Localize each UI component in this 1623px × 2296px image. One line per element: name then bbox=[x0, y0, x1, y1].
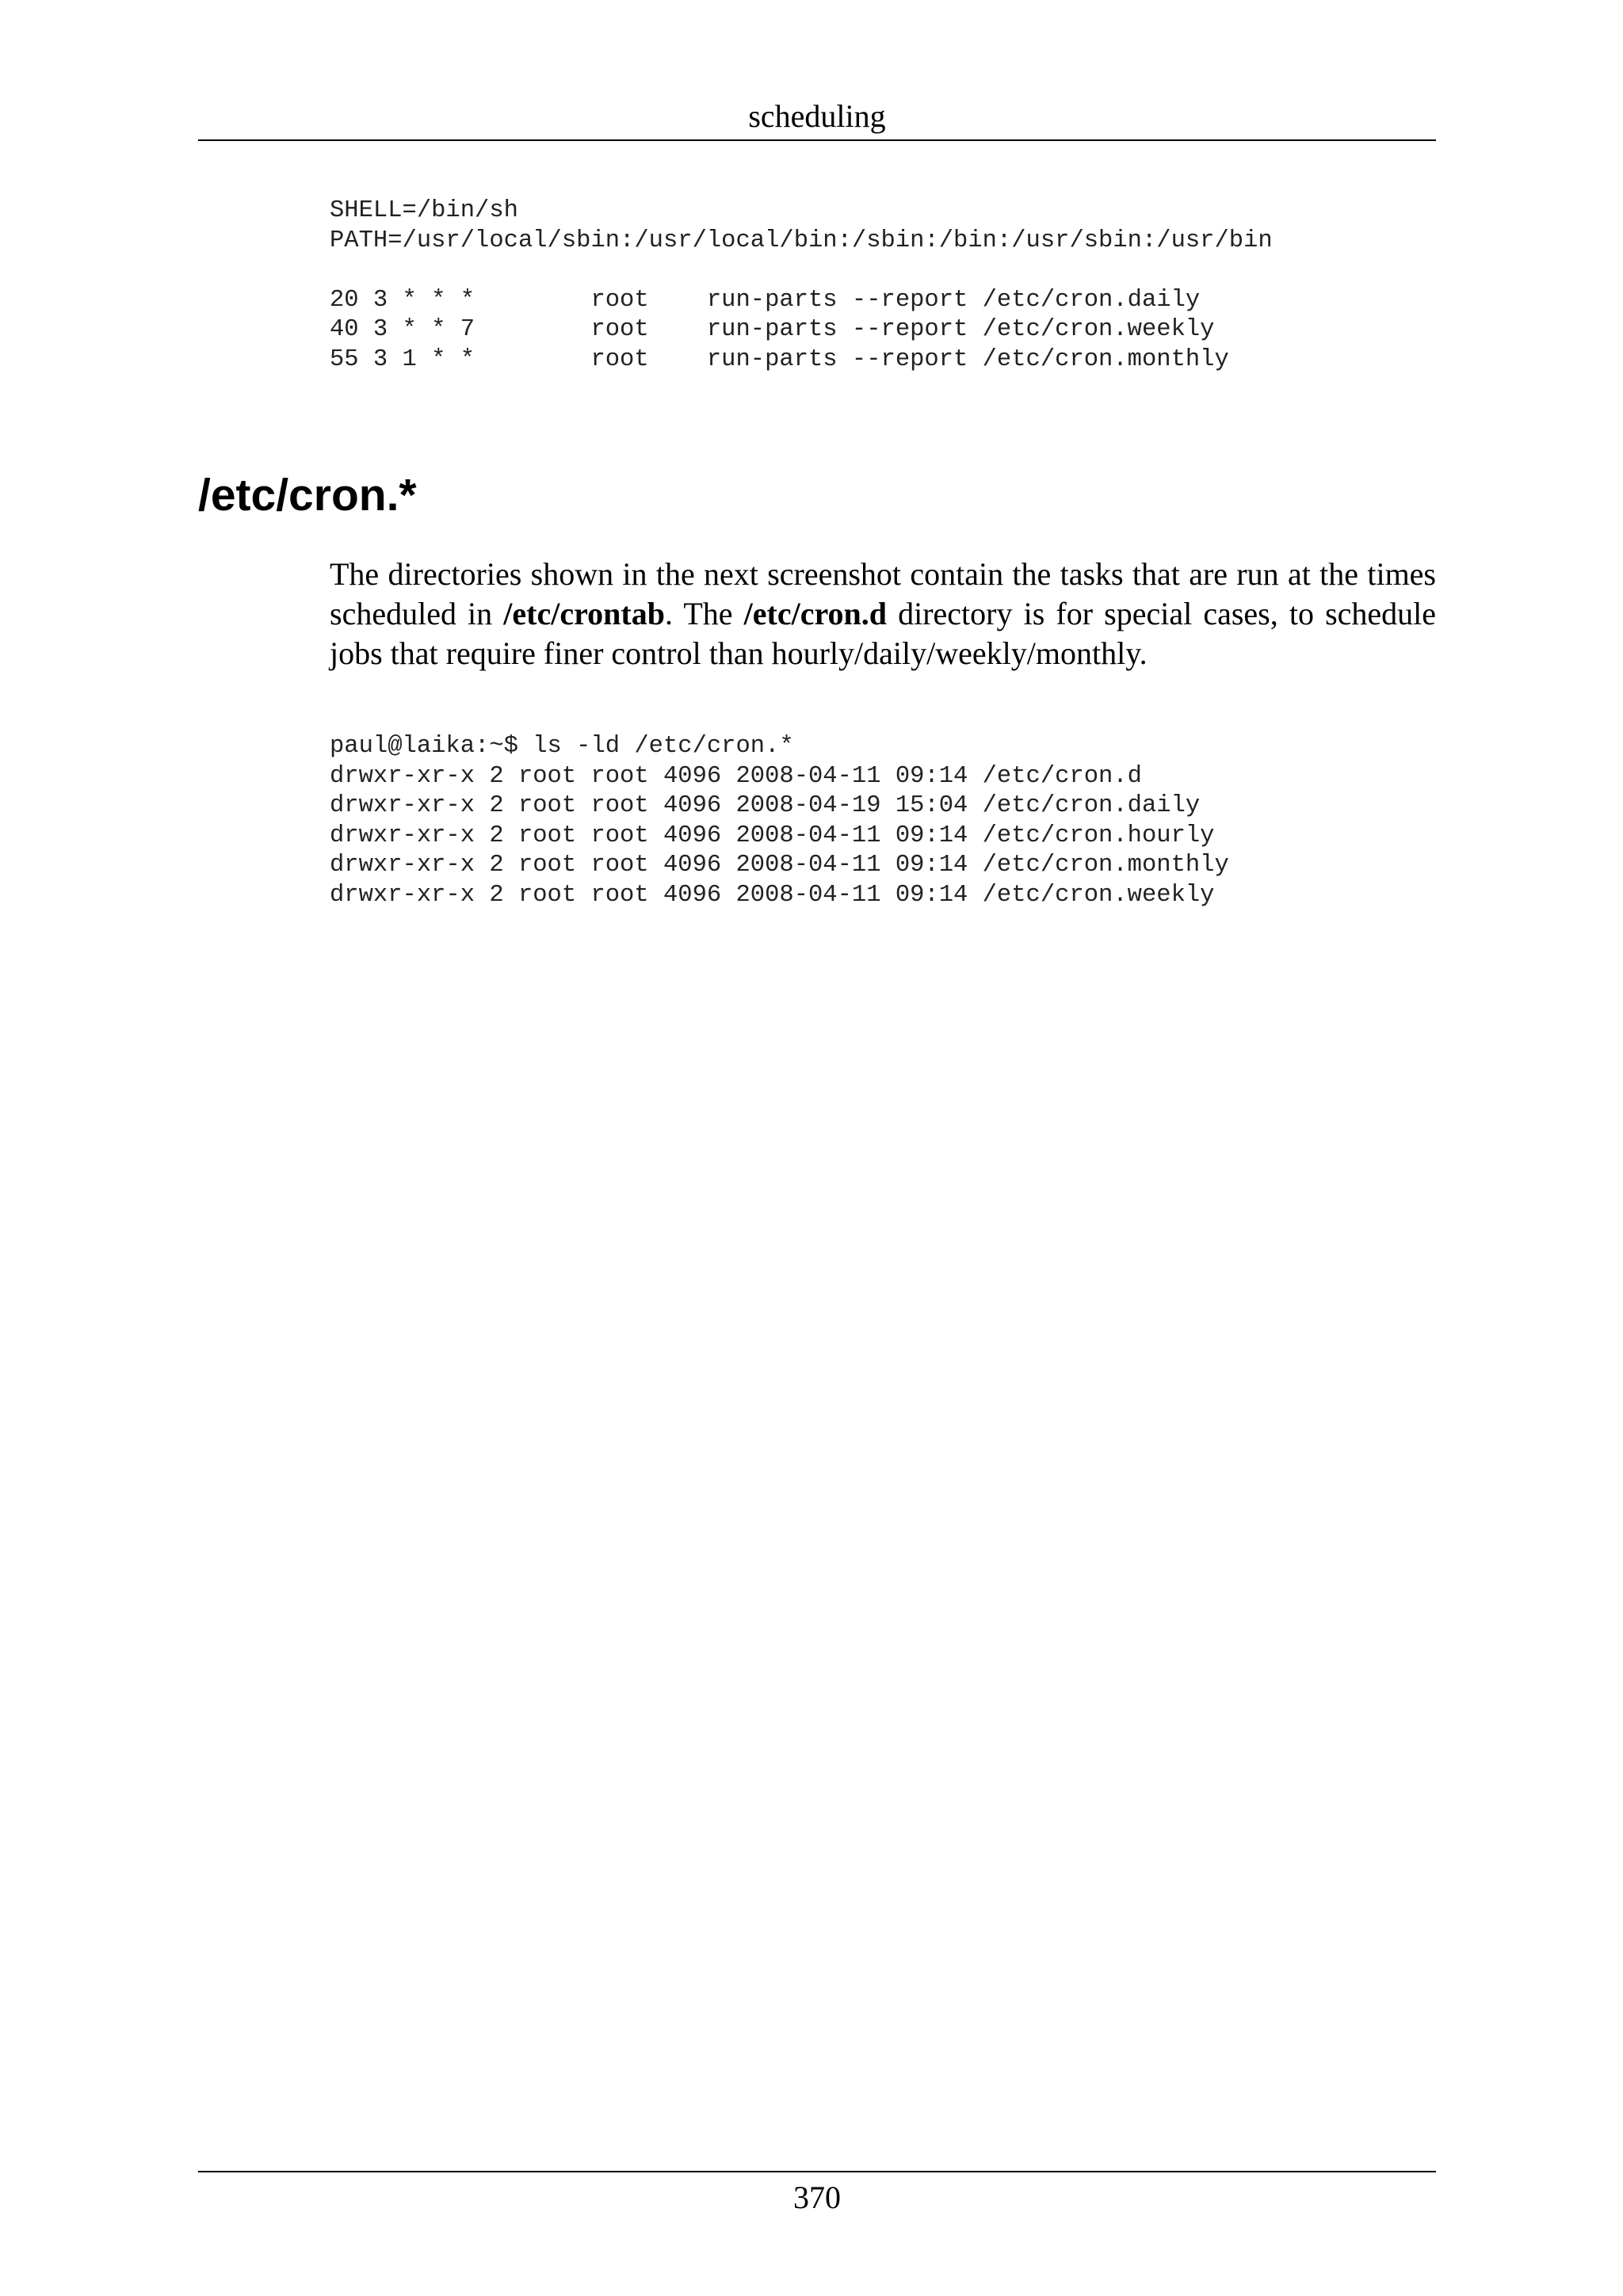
code-line bbox=[330, 256, 1273, 286]
code-line: 40 3 * * 7 root run-parts --report /etc/cron.weekly bbox=[330, 316, 1215, 344]
crontab-path-bold: /etc/crontab bbox=[503, 596, 665, 631]
code-line: 55 3 1 * * root run-parts --report /etc/cron.monthly bbox=[330, 345, 1229, 373]
code-line: drwxr-xr-x 2 root root 4096 2008-04-19 15:04 /etc/cron.daily bbox=[330, 792, 1201, 820]
page-number: 370 bbox=[793, 2180, 841, 2215]
ls-output-code-block bbox=[330, 732, 1229, 911]
code-line: paul@laika:~$ ls -ld /etc/cron.* bbox=[330, 733, 794, 760]
code-line: drwxr-xr-x 2 root root 4096 2008-04-11 09:14 /etc/cron.hourly bbox=[330, 822, 1215, 849]
paragraph-text: The directories shown in the next screenshot contain the tasks that are run at the times scheduled in bbox=[330, 556, 1436, 631]
code-line: PATH=/usr/local/sbin:/usr/local/bin:/sbin:/bin:/usr/sbin:/usr/bin bbox=[330, 227, 1273, 254]
header-divider bbox=[198, 139, 1436, 141]
paragraph-text: directory is for special cases, to schedule jobs that require finer control than hourly/daily/weekly/monthly. bbox=[330, 596, 1437, 671]
paragraph-text: . The bbox=[664, 596, 744, 631]
footer-divider bbox=[198, 2171, 1436, 2172]
code-line: drwxr-xr-x 2 root root 4096 2008-04-11 09:14 /etc/cron.monthly bbox=[330, 852, 1229, 879]
code-line: drwxr-xr-x 2 root root 4096 2008-04-11 09:14 /etc/cron.d bbox=[330, 762, 1142, 790]
section-heading: /etc/cron.* bbox=[198, 470, 417, 521]
running-header: scheduling bbox=[748, 98, 886, 134]
crontab-code-block bbox=[330, 196, 1273, 376]
code-line: drwxr-xr-x 2 root root 4096 2008-04-11 09:14 /etc/cron.weekly bbox=[330, 881, 1215, 909]
body-paragraph bbox=[330, 555, 1436, 673]
cron-d-path-bold: /etc/cron.d bbox=[743, 596, 887, 631]
code-line: SHELL=/bin/sh bbox=[330, 197, 518, 224]
code-line: 20 3 * * * root run-parts --report /etc/cron.daily bbox=[330, 286, 1201, 314]
